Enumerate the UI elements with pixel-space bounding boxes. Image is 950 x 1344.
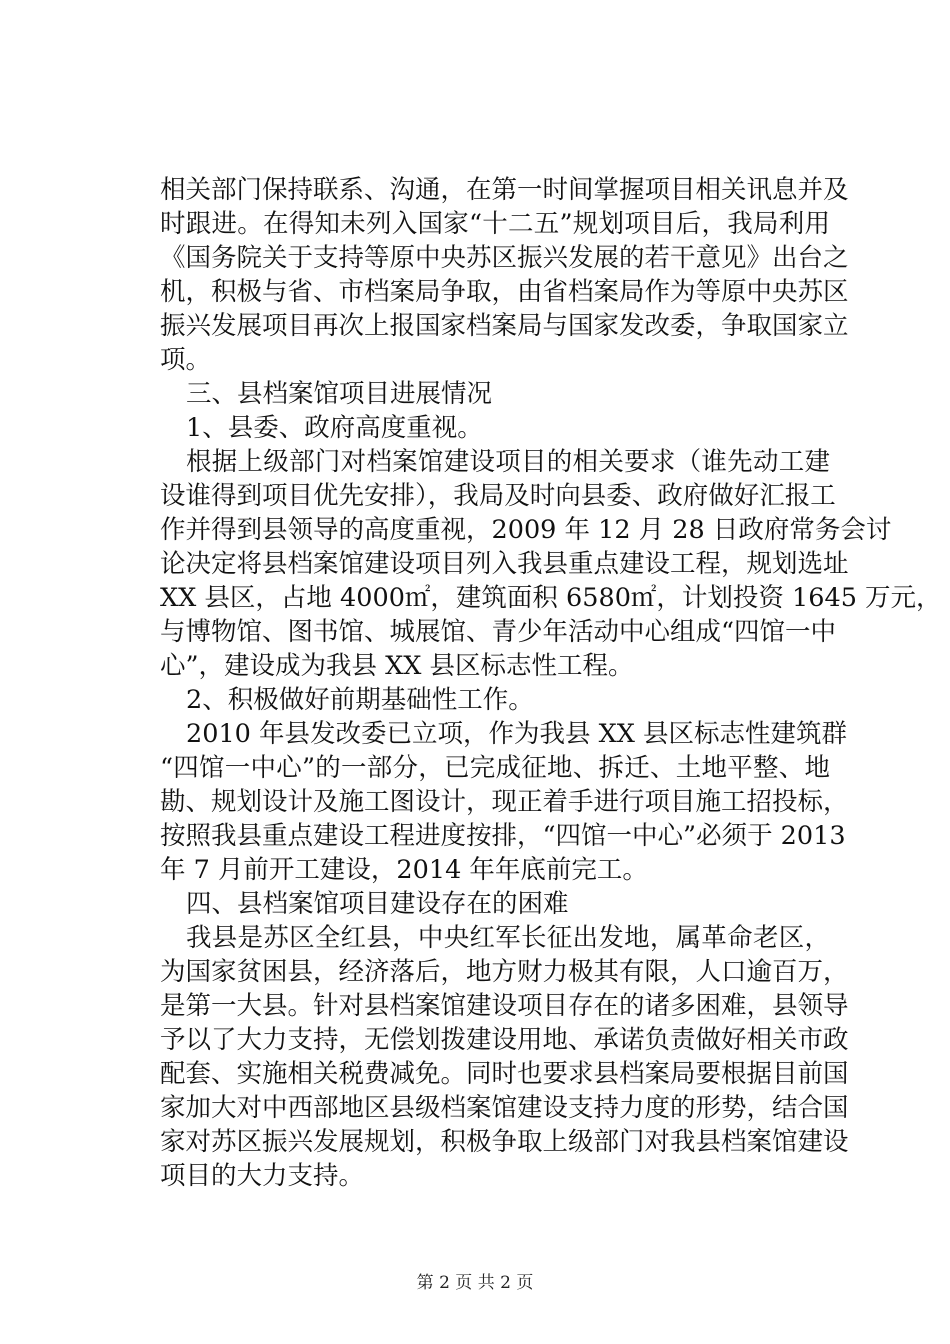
text-line: 作并得到县领导的高度重视，2009 年 12 月 28 日政府常务会讨: [160, 515, 892, 545]
document-body: [160, 173, 942, 1193]
text-line: 配套、实施相关税费减免。同时也要求县档案局要根据目前国: [160, 1059, 849, 1089]
page-footer: 第 2 页 共 2 页: [416, 1273, 534, 1293]
text-line: 心”，建设成为我县 XX 县区标志性工程。: [160, 651, 634, 681]
text-line: 1、县委、政府高度重视。: [186, 413, 483, 443]
text-line: 设谁得到项目优先安排），我局及时向县委、政府做好汇报工: [160, 481, 836, 511]
text-line: 家对苏区振兴发展规划，积极争取上级部门对我县档案馆建设: [160, 1127, 849, 1157]
text-line: 2010 年县发改委已立项，作为我县 XX 县区标志性建筑群: [186, 719, 848, 749]
text-line: 相关部门保持联系、沟通，在第一时间掌握项目相关讯息并及: [160, 175, 849, 205]
text-line: 四、县档案馆项目建设存在的困难: [186, 889, 569, 919]
text-line: 按照我县重点建设工程进度按排，“四馆一中心”必须于 2013: [160, 821, 846, 851]
text-line: 是第一大县。针对县档案馆建设项目存在的诸多困难，县领导: [160, 991, 849, 1021]
text-line: 振兴发展项目再次上报国家档案局与国家发改委，争取国家立: [160, 311, 849, 341]
text-line: 为国家贫困县，经济落后，地方财力极其有限，人口逾百万，: [160, 957, 849, 987]
text-line: 项目的大力支持。: [160, 1161, 365, 1191]
text-line: 予以了大力支持，无偿划拨建设用地、承诺负责做好相关市政: [160, 1025, 849, 1055]
text-line: 2、积极做好前期基础性工作。: [186, 685, 534, 715]
text-line: “四馆一中心”的一部分，已完成征地、拆迁、土地平整、地: [160, 753, 830, 783]
text-line: 机，积极与省、市档案局争取，由省档案局作为等原中央苏区: [160, 277, 849, 307]
text-line: 论决定将县档案馆建设项目列入我县重点建设工程，规划选址: [160, 549, 849, 579]
text-line: 三、县档案馆项目进展情况: [186, 379, 493, 409]
text-line: 时跟进。在得知未列入国家“十二五”规划项目后，我局利用: [160, 209, 830, 239]
text-line: 根据上级部门对档案馆建设项目的相关要求（谁先动工建: [186, 447, 830, 477]
text-line: 勘、规划设计及施工图设计，现正着手进行项目施工招投标，: [160, 787, 849, 817]
text-line: 《国务院关于支持等原中央苏区振兴发展的若干意见》出台之: [160, 243, 849, 273]
text-line: 家加大对中西部地区县级档案馆建设支持力度的形势，结合国: [160, 1093, 849, 1123]
text-line: 项。: [160, 345, 212, 375]
text-line: 我县是苏区全红县，中央红军长征出发地，属革命老区，: [186, 923, 830, 953]
text-line: XX 县区，占地 4000㎡，建筑面积 6580㎡，计划投资 1645 万元，: [160, 583, 942, 613]
text-line: 年 7 月前开工建设，2014 年年底前完工。: [160, 855, 648, 885]
text-line: 与博物馆、图书馆、城展馆、青少年活动中心组成“四馆一中: [160, 617, 837, 647]
